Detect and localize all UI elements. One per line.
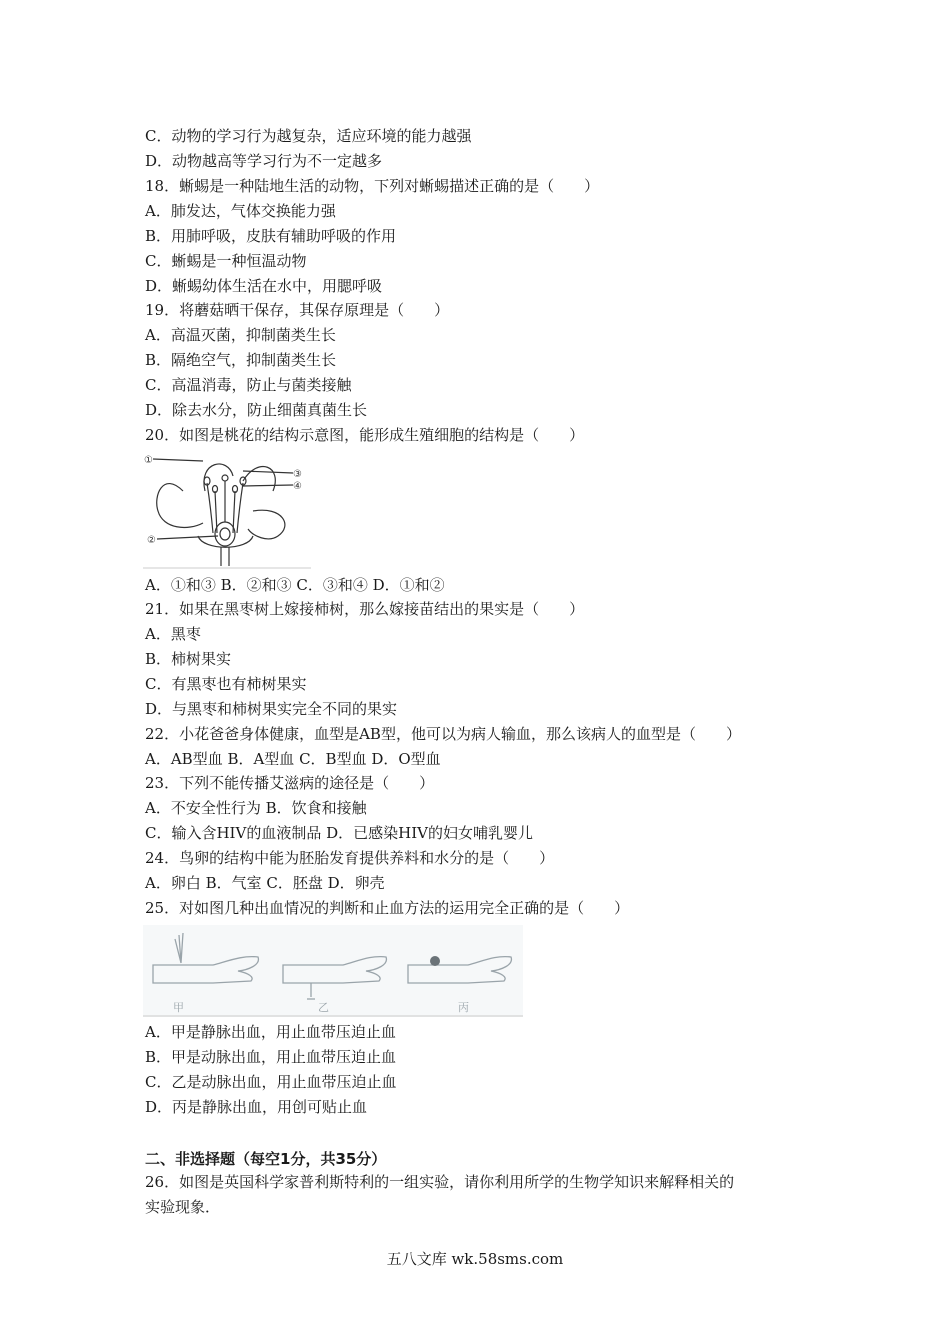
option-c: C．高温消毒，防止与菌类接触 (145, 376, 352, 394)
text-line: C．动物的学习行为越复杂，适应环境的能力越强 (145, 127, 472, 145)
question-22-options: A．AB型血 B．A型血 C．B型血 D．O型血 (145, 750, 441, 768)
footer-watermark: 五八文库 wk.58sms.com (386, 1250, 564, 1268)
question-24-options: A．卵白 B．气室 C．胚盘 D．卵壳 (145, 874, 385, 892)
option-c: C．乙是动脉出血，用止血带压迫止血 (145, 1073, 397, 1091)
question-23: 23．下列不能传播艾滋病的途径是（ ） (145, 774, 435, 792)
flower-label-2: ② (147, 535, 156, 546)
question-20-options: A．①和③ B．②和③ C．③和④ D．①和② (145, 576, 445, 594)
question-26: 26．如图是英国科学家普利斯特利的一组实验，请你利用所学的生物学知识来解释相关的 (145, 1173, 735, 1191)
flower-label-4: ④ (293, 481, 302, 492)
flower-label-1: ① (144, 455, 153, 466)
option-b: B．甲是动脉出血，用止血带压迫止血 (145, 1048, 397, 1066)
question-19: 19．将蘑菇晒干保存，其保存原理是（ ） (145, 301, 450, 319)
flower-label-3: ③ (293, 469, 302, 480)
option-d: D．丙是静脉出血，用创可贴止血 (145, 1098, 368, 1116)
text-line: D．动物越高等学习行为不一定越多 (145, 152, 383, 170)
question-20: 20．如图是桃花的结构示意图，能形成生殖细胞的结构是（ ） (145, 426, 585, 444)
question-23-options-ab: A．不安全性行为 B．饮食和接触 (145, 799, 367, 817)
option-a: A．甲是静脉出血，用止血带压迫止血 (145, 1023, 396, 1041)
bleeding-label-bing: 丙 (458, 1001, 469, 1014)
option-d: D．除去水分，防止细菌真菌生长 (145, 401, 368, 419)
question-22: 22．小花爸爸身体健康，血型是AB型，他可以为病人输血，那么该病人的血型是（ ） (145, 725, 741, 743)
option-b: B．柿树果实 (145, 650, 232, 668)
bleeding-types-figure (143, 925, 523, 1017)
option-c: C．有黑枣也有柿树果实 (145, 675, 307, 693)
option-b: B．用肺呼吸，皮肤有辅助呼吸的作用 (145, 227, 397, 245)
bleeding-label-yi: 乙 (318, 1001, 329, 1014)
question-23-options-cd: C．输入含HIV的血液制品 D．已感染HIV的妇女哺乳婴儿 (145, 824, 533, 842)
peach-flower-diagram (143, 451, 311, 569)
question-24: 24．鸟卵的结构中能为胚胎发育提供养料和水分的是（ ） (145, 849, 555, 867)
option-a: A．高温灭菌，抑制菌类生长 (145, 326, 336, 344)
question-18: 18．蜥蜴是一种陆地生活的动物，下列对蜥蜴描述正确的是（ ） (145, 177, 600, 195)
option-c: C．蜥蜴是一种恒温动物 (145, 252, 307, 270)
question-21: 21．如果在黑枣树上嫁接柿树，那么嫁接苗结出的果实是（ ） (145, 600, 585, 618)
option-b: B．隔绝空气，抑制菌类生长 (145, 351, 337, 369)
option-d: D．与黑枣和柿树果实完全不同的果实 (145, 700, 398, 718)
question-26-continued: 实验现象． (145, 1198, 221, 1216)
option-d: D．蜥蜴幼体生活在水中，用腮呼吸 (145, 277, 383, 295)
bleeding-label-jia: 甲 (173, 1001, 184, 1014)
question-25: 25．对如图几种出血情况的判断和止血方法的运用完全正确的是（ ） (145, 899, 630, 917)
section-heading: 二、非选择题（每空1分，共35分） (145, 1150, 387, 1168)
option-a: A．肺发达，气体交换能力强 (145, 202, 336, 220)
option-a: A．黑枣 (145, 625, 201, 643)
